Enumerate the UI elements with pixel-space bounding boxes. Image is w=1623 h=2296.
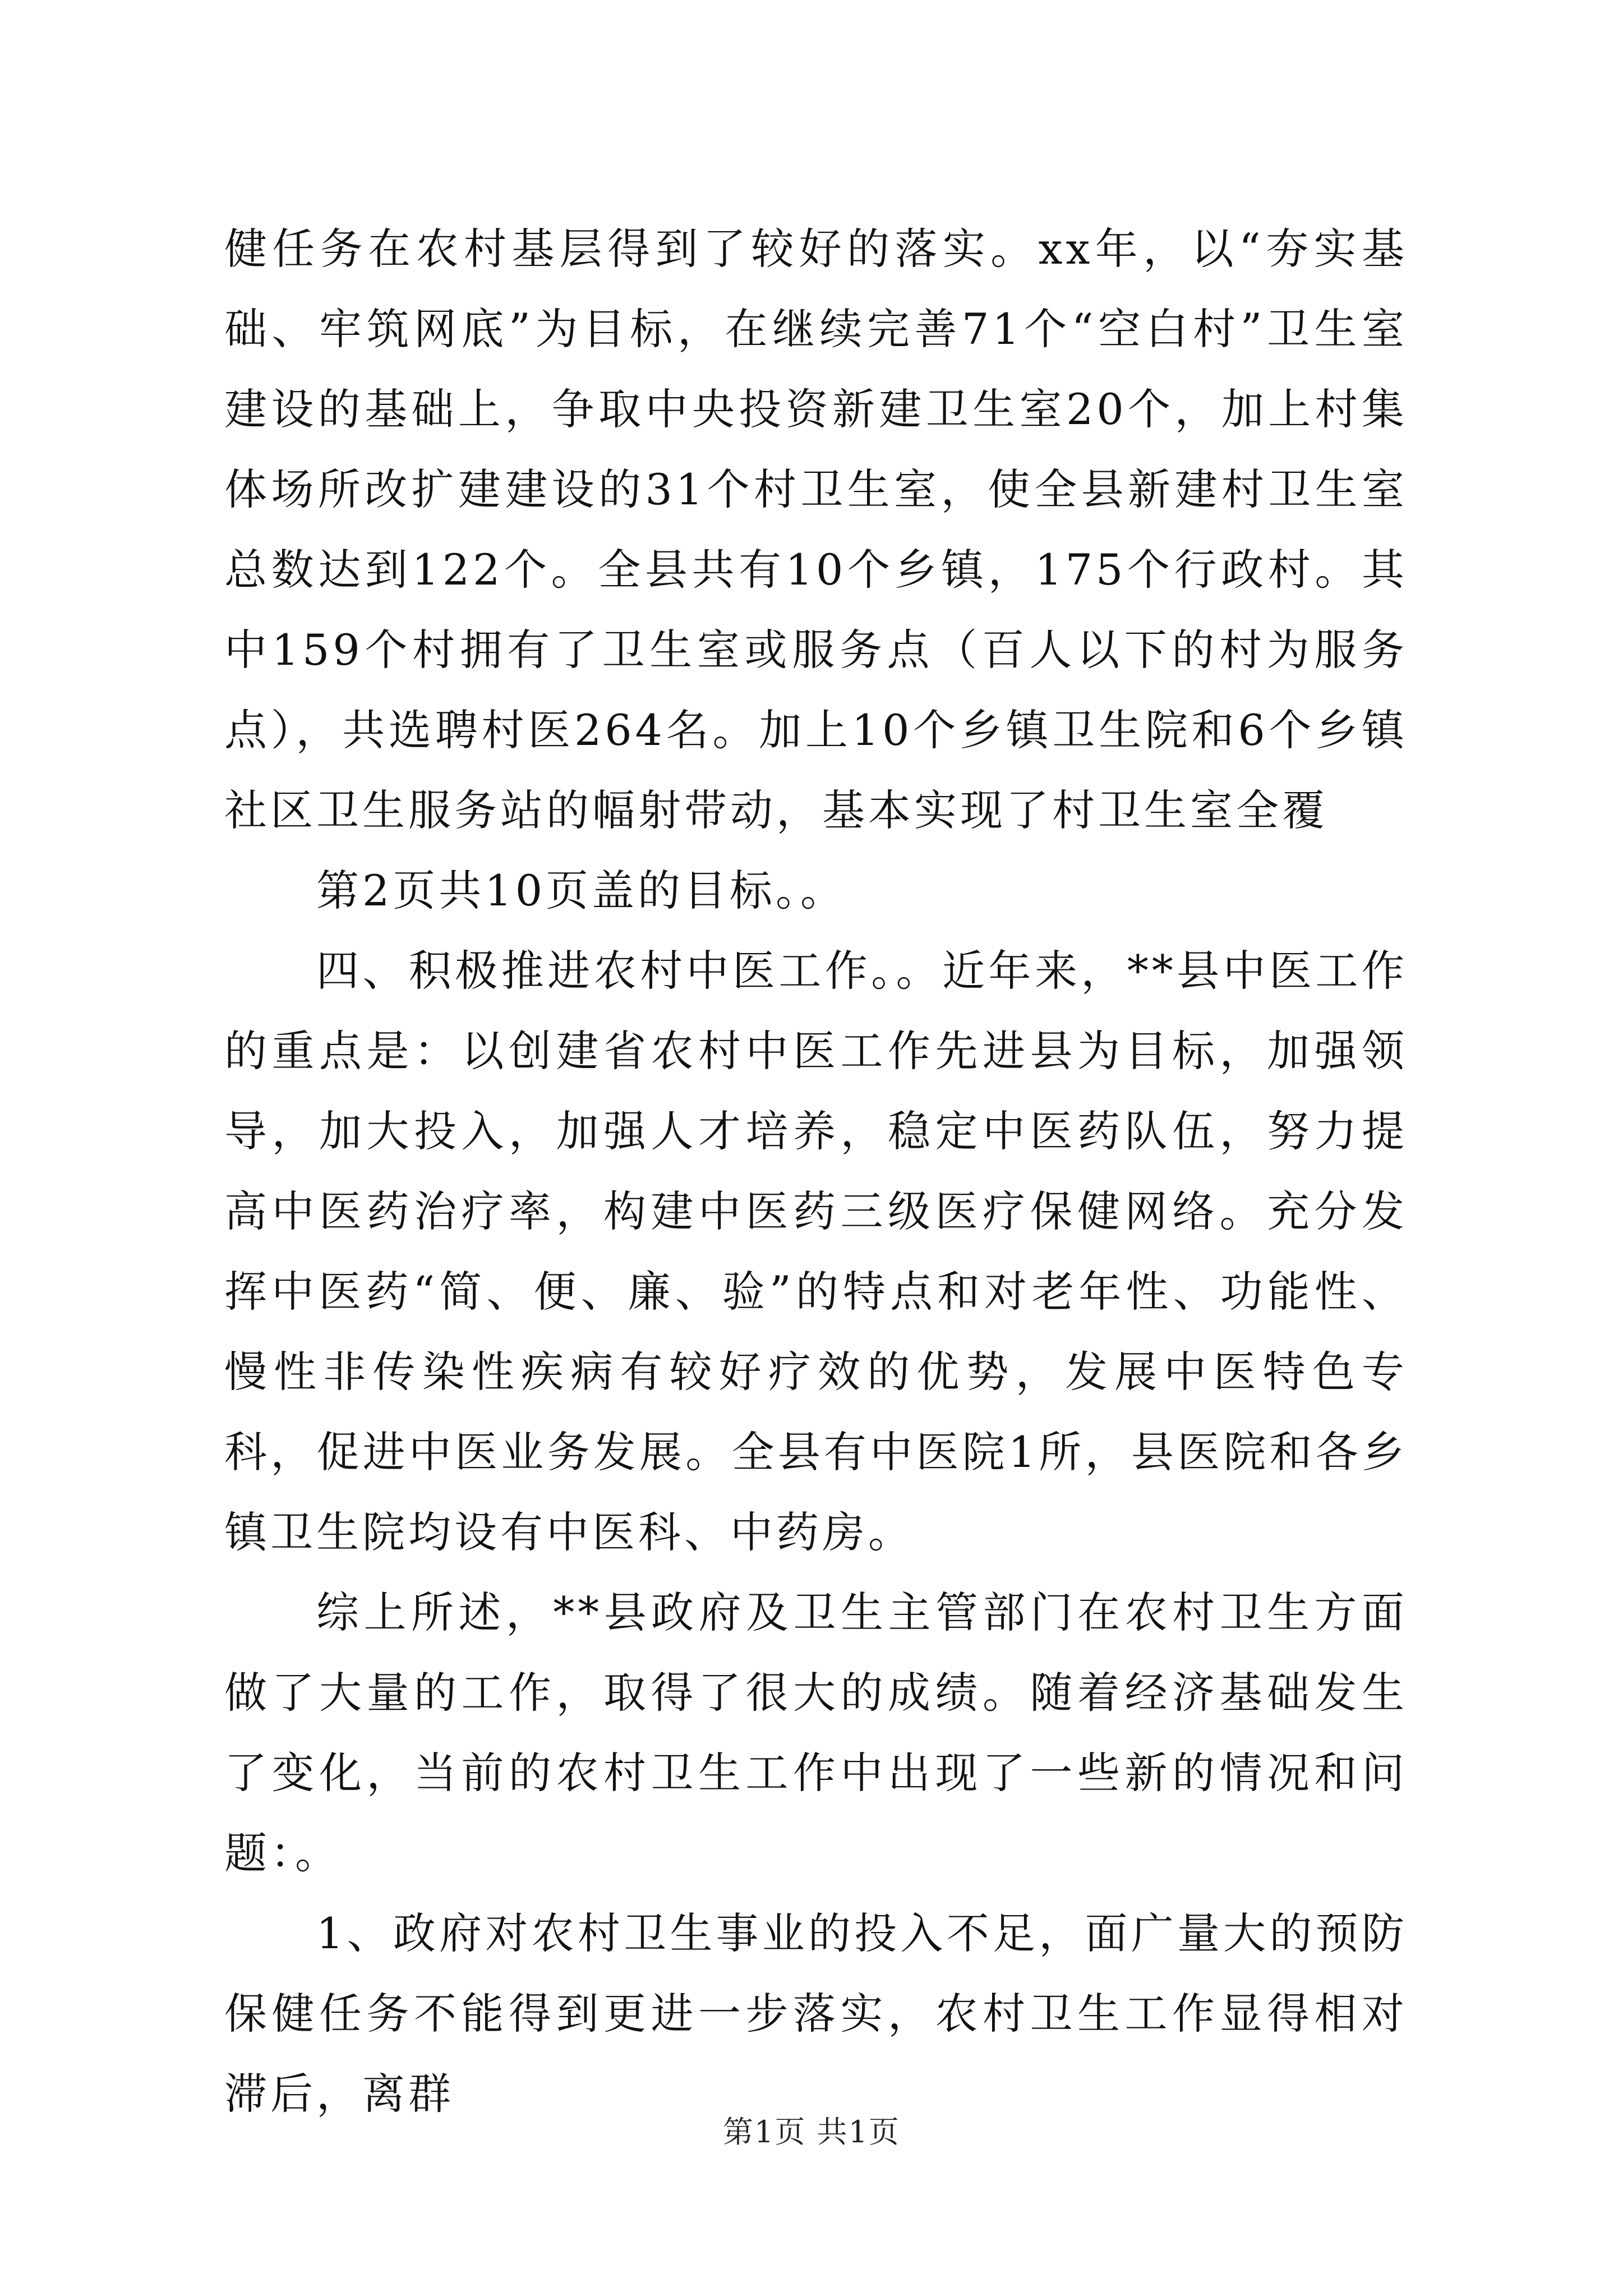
paragraph-village-clinics: 健任务在农村基层得到了较好的落实。xx年，以“夯实基础、牢筑网底”为目标，在继续完善71个“空白村”卫生室建设的基础上，争取中央投资新建卫生室20个，加上村集体场所改扩建建设的31个村卫生室，使全县新建村卫生室总数达到122个。全县共有10个乡镇，175个行政村。其中159个村拥有了卫生室或服务点（百人以下的村为服务点），共选聘村医264名。加上10个乡镇卫生院和6个乡镇社区卫生服务站的幅射带动，基本实现了村卫生室全覆: [224, 224, 1408, 835]
paragraph-issue-1: 1、政府对农村卫生事业的投入不足，面广量大的预防保健任务不能得到更进一步落实，农村卫生工作显得相对滞后，离群: [224, 1908, 1408, 2119]
paragraph-chinese-medicine: 四、积极推进农村中医工作。。近年来，**县中医工作的重点是：以创建省农村中医工作先进县为目标，加强领导，加大投入，加强人才培养，稳定中医药队伍，努力提高中医药治疗率，构建中医药三级医疗保健网络。充分发挥中医药“简、便、廉、验”的特点和对老年性、功能性、慢性非传染性疾病有较好疗效的优势，发展中医特色专科，促进中医业务发展。全县有中医院1所，县医院和各乡镇卫生院均设有中医科、中药房。: [224, 946, 1408, 1557]
paragraph-page-marker: 第2页共10页盖的目标。。: [316, 866, 847, 915]
document-body: [224, 209, 1408, 2134]
page-footer: 第1页 共1页: [723, 2114, 900, 2150]
paragraph-summary: 综上所述，**县政府及卫生主管部门在农村卫生方面做了大量的工作，取得了很大的成绩。随着经济基础发生了变化，当前的农村卫生工作中出现了一些新的情况和问题：。: [224, 1588, 1408, 1878]
